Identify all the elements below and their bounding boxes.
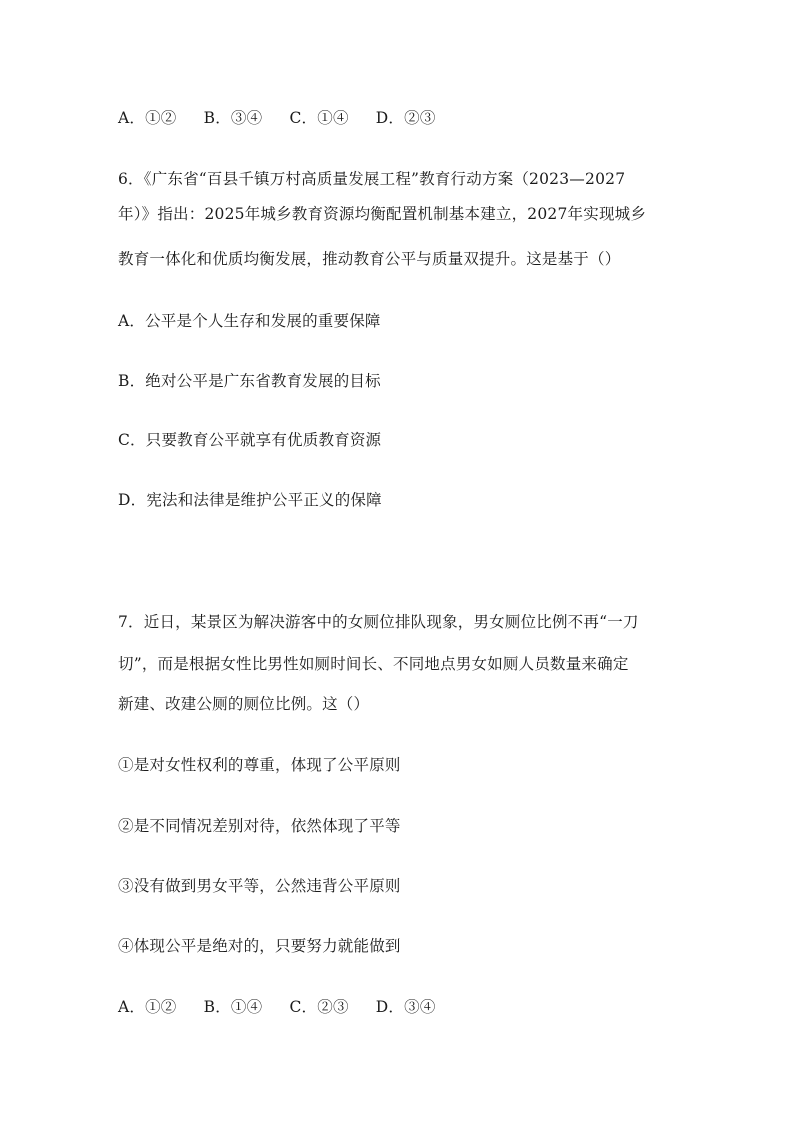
q7-statement-3: ③没有做到男女平等，公然违背公平原则 <box>118 877 401 895</box>
q5-option-b: B．③④ <box>203 109 263 127</box>
q5-option-c: C．①④ <box>289 109 349 127</box>
q6-option-c: C．只要教育公平就享有优质教育资源 <box>118 431 382 449</box>
q7-statement-1: ①是对女性权利的尊重，体现了公平原则 <box>118 756 401 774</box>
q6-option-a: A．公平是个人生存和发展的重要保障 <box>118 312 381 330</box>
q7-statement-2: ②是不同情况差别对待，依然体现了平等 <box>118 817 401 835</box>
q5-option-a: A．①② <box>118 109 177 127</box>
q7-stem-line-3: 新建、改建公厕的厕位比例。这（） <box>118 695 370 713</box>
q7-option-c: C．②③ <box>289 998 349 1016</box>
q7-statement-4: ④体现公平是绝对的，只要努力就能做到 <box>118 937 401 955</box>
q5-option-d: D．②③ <box>375 109 436 127</box>
q6-stem-line-2: 年）》指出：2025年城乡教育资源均衡配置机制基本建立，2027年实现城乡 <box>118 205 647 223</box>
q7-option-a: A．①② <box>118 998 177 1016</box>
q7-option-b: B．①④ <box>203 998 263 1016</box>
q7-options <box>118 997 458 1017</box>
q7-option-d: D．③④ <box>375 998 436 1016</box>
q6-stem-line-1: 6．《广东省“百县千镇万村高质量发展工程”教育行动方案（2023—2027 <box>118 170 626 188</box>
q6-option-b: B．绝对公平是广东省教育发展的目标 <box>118 372 381 390</box>
q7-stem-line-2: 切”，而是根据女性比男性如厕时间长、不同地点男女如厕人员数量来确定 <box>118 655 629 673</box>
q6-option-d: D．宪法和法律是维护公平正义的保障 <box>118 491 382 509</box>
q7-stem-line-1: 7．近日，某景区为解决游客中的女厕位排队现象，男女厕位比例不再“一刀 <box>118 613 639 631</box>
q6-stem-line-3: 教育一体化和优质均衡发展，推动教育公平与质量双提升。这是基于（） <box>118 250 621 268</box>
q5-options <box>118 108 458 128</box>
